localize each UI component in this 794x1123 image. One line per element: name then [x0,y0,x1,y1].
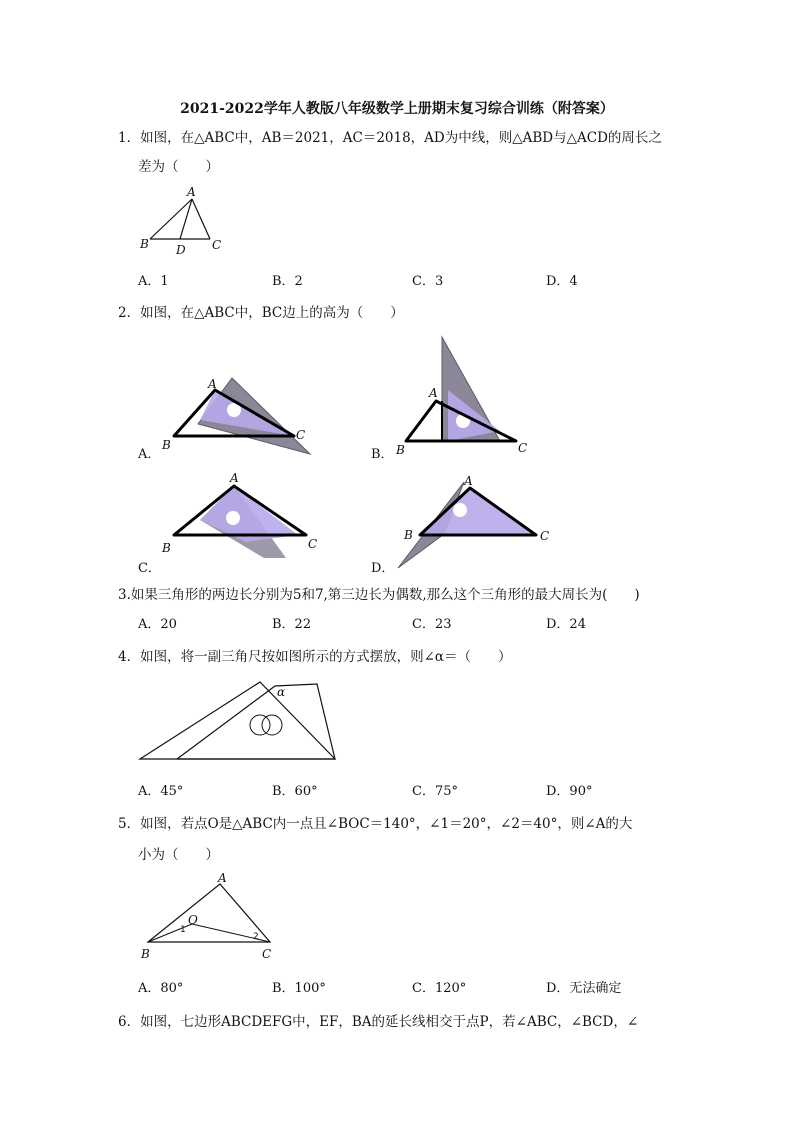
q4-option-a: A．45° [138,784,184,799]
q2b-label-a: A [429,386,438,400]
q1-option-c: C．3 [412,274,444,289]
q2d-label-a: A [464,474,473,488]
q6-stem: 6．如图，七边形ABCDEFG中，EF，BA的延长线相交于点P，若∠ABC，∠BCD，∠ [118,1014,639,1030]
q2-figure-c [160,472,325,562]
q1-label-a: A [187,185,196,199]
q5-option-a: A．80° [138,981,184,996]
q2-figure-d [392,472,557,572]
q1-side-ac [192,199,210,239]
q4-option-d: D．90° [546,784,593,799]
q2b-label-b: B [396,443,405,457]
q1-option-b: B．2 [272,274,303,289]
q4-stem: 4．如图，将一副三角尺按如图所示的方式摆放，则∠α＝（ ） [118,649,512,665]
q2a-label-b: B [162,438,171,452]
q2d-label-b: B [404,528,413,542]
q5-label-2: 2 [253,932,259,942]
q3-option-c: C．23 [412,617,452,632]
q2a-label-c: C [296,428,306,442]
q5-label-o: O [188,913,198,927]
q1-option-d: D．4 [546,274,578,289]
q2c-label-c: C [308,537,318,551]
q1-stem-line1: 1．如图，在△ABC中，AB＝2021，AC＝2018，AD为中线，则△ABD与△ACD的周长之 [118,130,662,146]
q5-label-c: C [262,947,272,961]
q2-option-c: C． [138,561,161,576]
q1-label-b: B [140,237,149,251]
q5-label-b: B [141,947,150,961]
q2a-label-a: A [208,377,217,391]
q5-option-d: D．无法确定 [546,981,622,996]
q5-label-1: 1 [180,925,186,935]
q1-option-a: A．1 [138,274,169,289]
q4-option-c: C．75° [412,784,458,799]
q2-option-a: A． [138,447,161,462]
q5-stem-line1: 5．如图，若点O是△ABC内一点且∠BOC＝140°，∠1＝20°，∠2＝40°，则∠A的大 [118,816,633,832]
q4-option-b: B．60° [272,784,318,799]
page-title: 2021-2022学年人教版八年级数学上册期末复习综合训练（附答案） [180,101,614,117]
q5-figure [140,872,285,964]
q3-option-d: D．24 [546,617,586,632]
q4-label-alpha: α [277,685,286,699]
q5-option-b: B．100° [272,981,326,996]
q1-label-c: C [212,238,222,252]
q5-stem-line2: 小为（ ） [138,847,219,863]
q1-label-d: D [176,243,186,257]
q2-option-b: B． [371,447,394,462]
q5-option-c: C．120° [412,981,467,996]
q2-option-d: D． [371,561,395,576]
q2d-label-c: C [540,529,550,543]
q3-stem: 3.如果三角形的两边长分别为5和7,第三边长为偶数,那么这个三角形的最大周长为( ) [118,587,640,603]
q2-figure-b [392,335,542,460]
q2b-label-c: C [518,441,528,455]
q3-option-a: A．20 [138,617,177,632]
q3-option-b: B．22 [272,617,312,632]
q2-stem: 2．如图，在△ABC中，BC边上的高为（ ） [118,305,404,321]
q2c-label-b: B [162,541,171,555]
q1-figure [140,185,230,260]
q2c-label-a: A [230,471,239,485]
q2-figure-a [160,370,320,460]
q1-stem-line2: 差为（ ） [138,159,219,175]
q5-label-a: A [218,871,227,885]
q4-figure [135,676,345,771]
